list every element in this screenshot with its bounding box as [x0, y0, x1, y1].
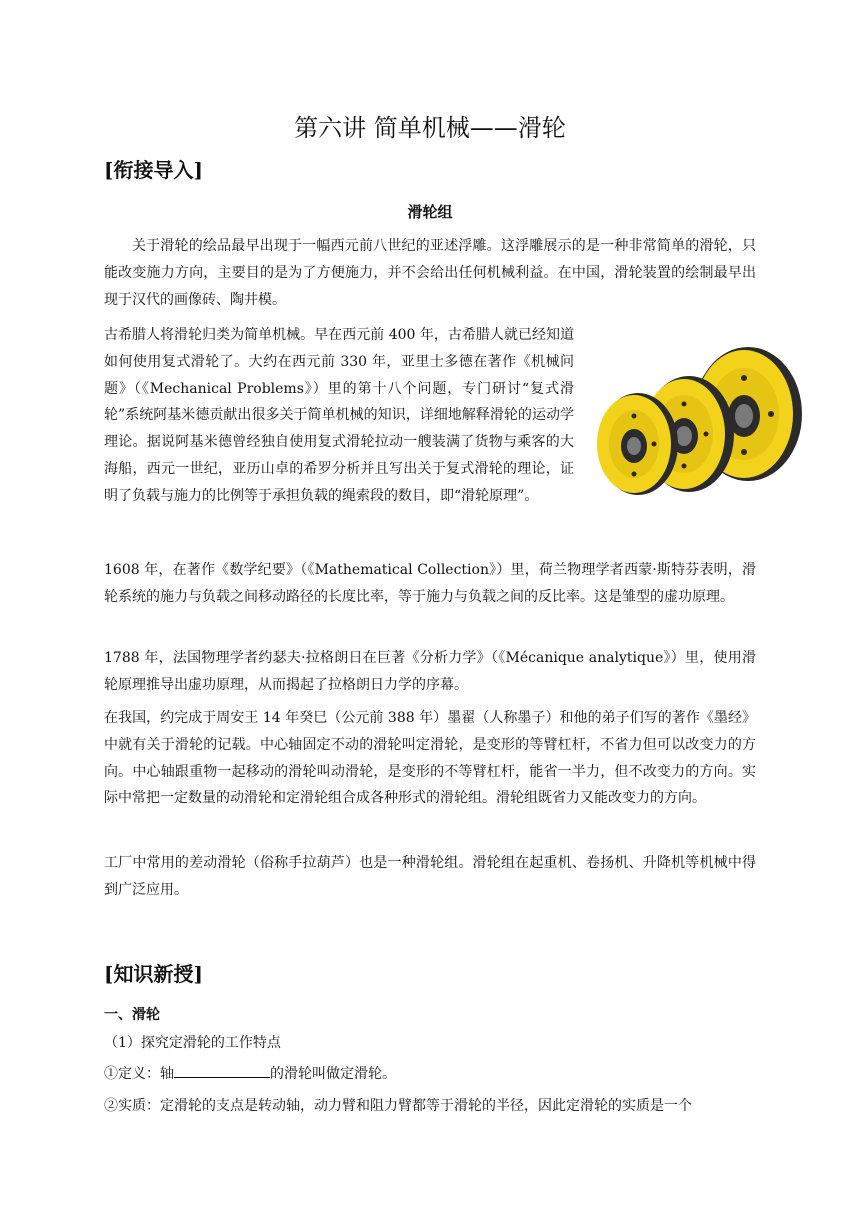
definition-prefix: ①定义：轴 — [104, 1066, 174, 1082]
knowledge-heading: [知识新授] — [104, 962, 203, 986]
paragraph-3: 1608 年，在著作《数学纪要》（《Mathematical Collection》）里，荷兰物理学者西蒙·斯特芬表明，滑轮系统的施力与负载之间移动路径的长度比率，等于施力与负载之间的反比率。这是雏型的虚功原理。 — [104, 562, 756, 605]
paragraph-2: 古希腊人将滑轮归类为简单机械。早在西元前 400 年，古希腊人就已经知道如何使用复式滑轮了。大约在西元前 330 年，亚里士多德在著作《机械问题》（《Mechanical Problems》）里的第十八个问题，专门研讨“复式滑轮”系统阿基米德贡献出很多关于简单机械的知识，详细地解释滑轮的运动学理论。据说阿基米德曾经独自使用复式滑轮拉动一艘装满了货物与乘客的大海船，西元一世纪，亚历山卓的希罗分析并且写出关于复式滑轮的理论，证明了负载与施力的比例等于承担负载的绳索段的数目，即“滑轮原理”。 — [104, 327, 574, 504]
paragraph-6: 工厂中常用的差动滑轮（俗称手拉葫芦）也是一种滑轮组。滑轮组在起重机、卷扬机、升降机等机械中得到广泛应用。 — [104, 855, 756, 898]
definition-blank[interactable] — [174, 1063, 270, 1078]
definition-suffix: 的滑轮叫做定滑轮。 — [270, 1066, 396, 1082]
section-pulley: 一、滑轮 — [104, 1007, 160, 1023]
paragraph-1: 关于滑轮的绘品最早出现于一幅西元前八世纪的亚述浮雕。这浮雕展示的是一种非常简单的滑轮，只能改变施力方向，主要目的是为了方便施力，并不会给出任何机械利益。在中国，滑轮装置的绘制最早出现于汉代的画像砖、陶井模。 — [104, 238, 756, 308]
article-title: 滑轮组 — [407, 203, 453, 221]
essence-line: ②实质：定滑轮的支点是转动轴，动力臂和阻力臂都等于滑轮的半径，因此定滑轮的实质是一个 — [104, 1098, 692, 1114]
paragraph-5: 在我国，约完成于周安王 14 年癸巳（公元前 388 年）墨翟（人称墨子）和他的弟子们写的著作《墨经》中就有关于滑轮的记载。中心轴固定不动的滑轮叫定滑轮，是变形的等臂杠杆，不省力但可以改变力的方向。中心轴跟重物一起移动的滑轮叫动滑轮，是变形的不等臂杠杆，能省一半力，但不改变力的方向。实际中常把一定数量的动滑轮和定滑轮组合成各种形式的滑轮组。滑轮组既省力又能改变力的方向。 — [104, 710, 756, 807]
intro-heading: [衔接导入] — [104, 158, 203, 182]
small-pulley-icon — [597, 393, 678, 495]
paragraph-4: 1788 年，法国物理学者约瑟夫·拉格朗日在巨著《分析力学》（《Mécanique analytique》）里，使用滑轮原理推导出虚功原理，从而揭起了拉格朗日力学的序幕。 — [104, 650, 756, 693]
definition-line — [104, 1062, 764, 1086]
item-fixed-pulley: （1）探究定滑轮的工作特点 — [104, 1035, 281, 1051]
page-title: 第六讲 简单机械——滑轮 — [294, 114, 566, 142]
pulley-image — [594, 344, 806, 502]
